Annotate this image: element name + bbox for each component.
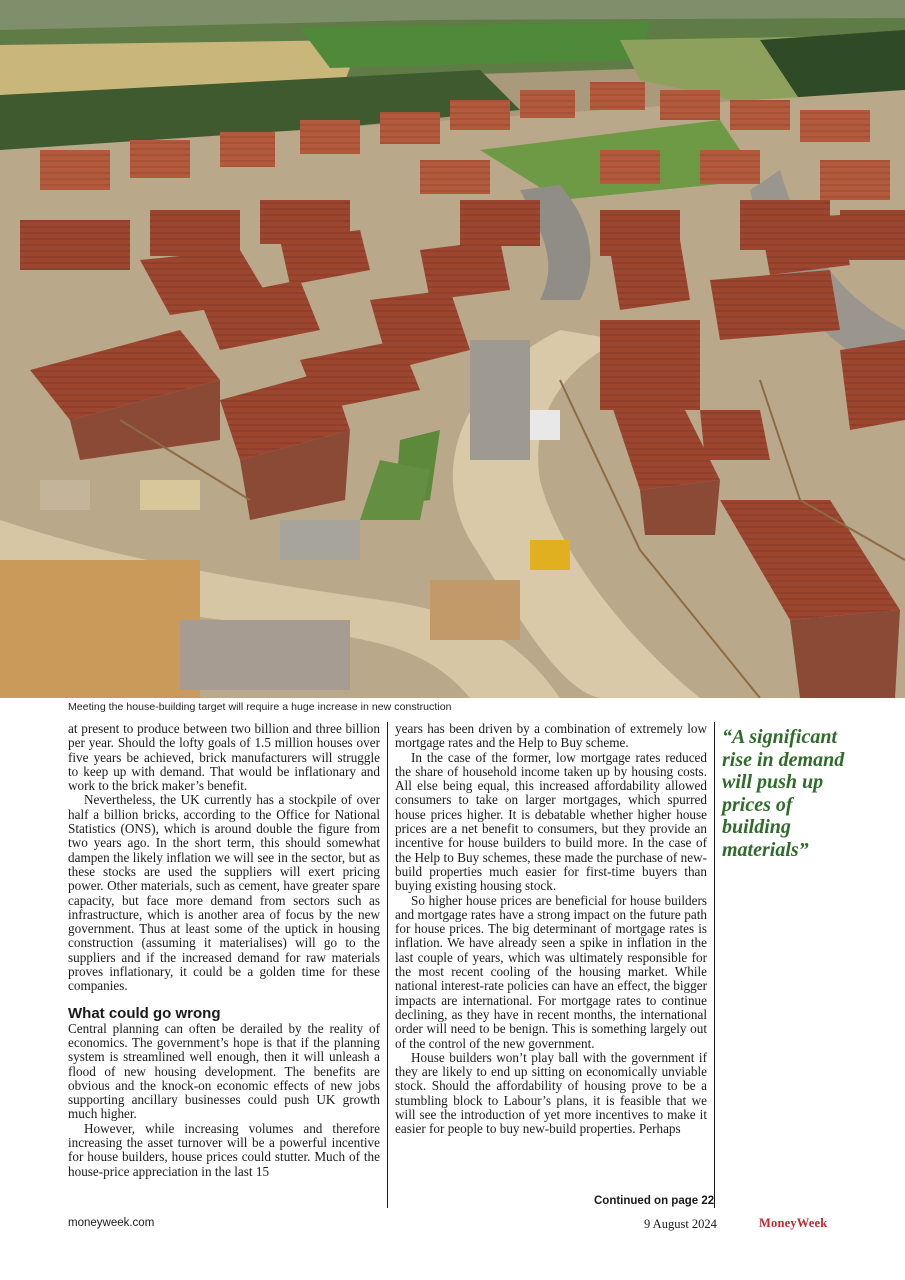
column-divider	[714, 722, 715, 1208]
article-column-2	[395, 722, 707, 1137]
column-divider	[387, 722, 388, 1208]
paragraph: However, while increasing volumes and therefore increasing the asset turnover will be a powerful incentive for house builders, house prices could stutter. Much of the house-price appreciation in the last 15	[68, 1120, 380, 1179]
paragraph: Central planning can often be derailed by the reality of economics. The government’s hope is that if the planning system is streamlined well enough, then it will unleash a flood of new housing development. The benefits are obvious and the knock-on economic effects of new jobs supporting ancillary businesses could push UK growth much higher.	[68, 1020, 380, 1122]
photo-caption: Meeting the house-building target will require a huge increase in new construction	[68, 701, 452, 713]
paragraph: House builders won’t play ball with the government if they are likely to end up sitting on economically unviable stock. Should the affordability of housing prove to be a stumbling block to Labour’s plans, it is feasible that we will see the introduction of yet more incentives to make it easier for people to buy new-build properties. Perhaps	[395, 1049, 707, 1137]
pull-quote: “A significant rise in demand will push up prices of building materials”	[722, 726, 845, 861]
footer-date: 9 August 2024	[644, 1217, 717, 1231]
section-heading: What could go wrong	[68, 1004, 221, 1022]
paragraph: years has been driven by a combination of extremely low mortgage rates and the Help to Buy scheme.	[395, 721, 707, 751]
footer-site: moneyweek.com	[68, 1217, 155, 1229]
paragraph: In the case of the former, low mortgage rates reduced the share of household income taken up by housing costs. All else being equal, this increased affordability allowed consumers to take on larger mortgages, which spurred house prices higher. It is debatable whether higher house prices are a net benefit to consumers, but they provide an incentive for house builders to build more. In the case of the Help to Buy schemes, these made the purchase of new-build properties much easier for first-time buyers than buying existing housing stock.	[395, 749, 707, 894]
paragraph: So higher house prices are beneficial for house builders and mortgage rates have a strong impact on the future path for house prices. The big determinant of mortgage rates is inflation. We have already seen a spike in inflation in the last couple of years, which was ultimately responsible for the most recent cooling of the housing market. While national interest-rate policies can have an effect, the bigger impacts are international. For mortgage rates to continue declining, as they have in recent months, the international order will need to be benign. This is something largely out of the control of the new government.	[395, 892, 707, 1051]
brand-logo: MoneyWeek	[759, 1216, 828, 1230]
paragraph: at present to produce between two billion and three billion per year. Should the lofty goals of 1.5 million houses over five years be achieved, brick manufacturers will struggle to keep up with demand. That would be inflationary and work to the brick maker’s benefit.	[68, 721, 380, 794]
continued-note: Continued on page 22	[594, 1195, 715, 1207]
paragraph: Nevertheless, the UK currently has a stockpile of over half a billion bricks, according to the Office for National Statistics (ONS), which is around double the figure from two years ago. In the short term, this should somewhat dampen the likely inflation we will see in the sector, but as these stocks are used the suppliers will exert pricing power. Other materials, such as cement, have greater spare capacity, but face more demand from sectors such as infrastructure, which is another area of focus by the new government. Thus at least some of the uptick in housing construction (assuming it materialises) will go to the suppliers and if the increased demand for raw materials proves inflationary, it could be a golden time for these companies.	[68, 792, 380, 994]
article-column-1	[68, 722, 380, 1179]
